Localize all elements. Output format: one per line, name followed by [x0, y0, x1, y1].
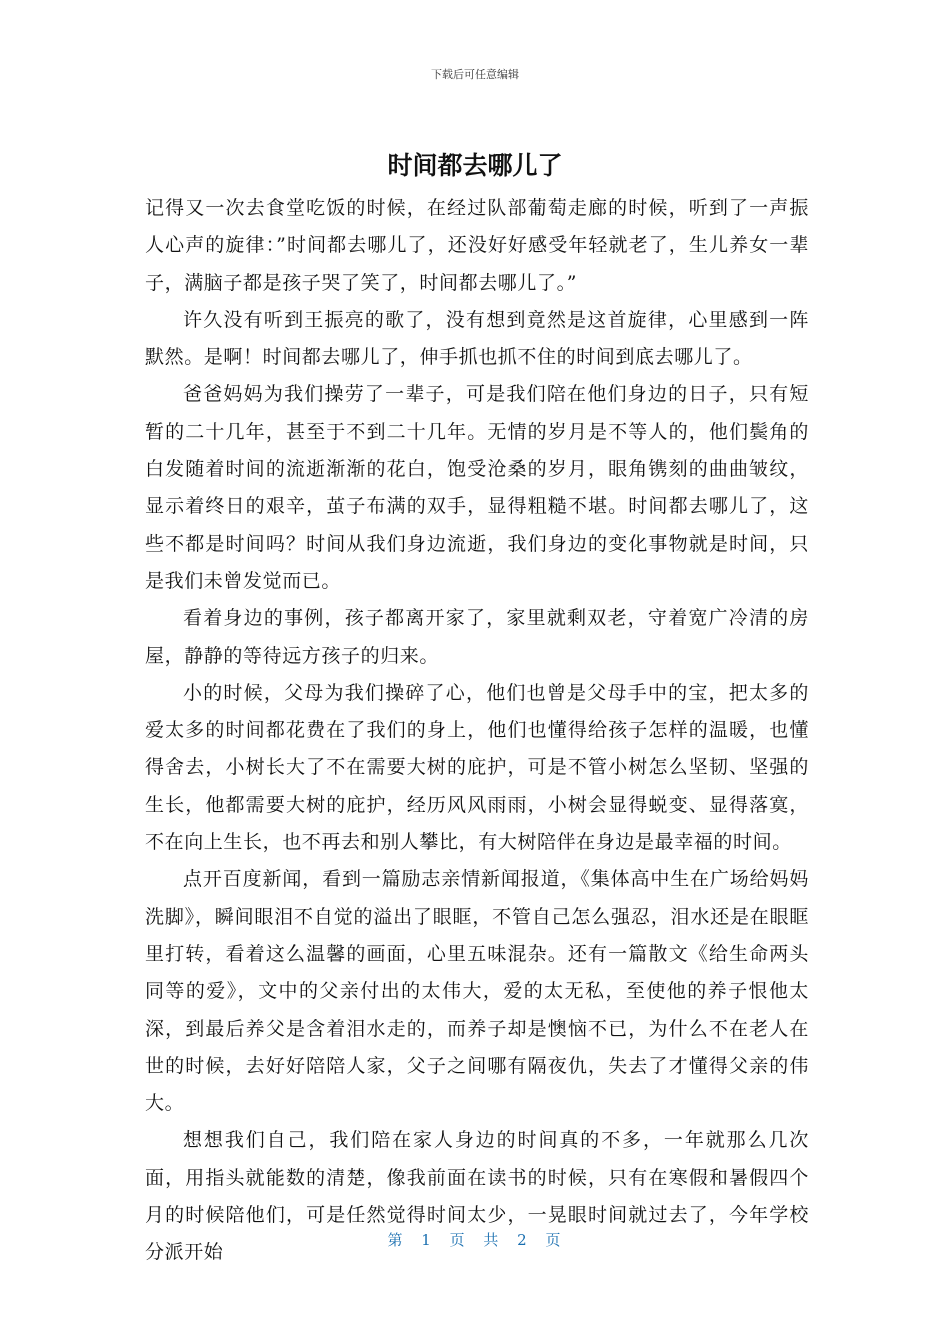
paragraph-6: 点开百度新闻，看到一篇励志亲情新闻报道，《集体高中生在广场给妈妈洗脚》，瞬间眼泪不自觉的溢出了眼眶，不管自己怎么强忍，泪水还是在眼眶里打转，看着这么温馨的画面，心里五味混杂。还有一篇散文《给生命两头同等的爱》，文中的父亲付出的太伟大，爱的太无私，至使他的养子恨他太深，到最后养父是含着泪水走的，而养子却是懊恼不已，为什么不在老人在世的时候，去好好陪陪人家，父子之间哪有隔夜仇，失去了才懂得父亲的伟大。	[145, 868, 809, 1115]
download-note: 下载后可任意编辑	[431, 68, 519, 81]
paragraph-7: 想想我们自己，我们陪在家人身边的时间真的不多，一年就那么几次面，用指头就能数的清楚，像我前面在读书的时候，只有在寒假和暑假四个月的时候陪他们，可是任然觉得时间太少，一晃眼时间就过去了，今年学校分派开始	[145, 1129, 809, 1264]
paragraph-4: 看着身边的事例，孩子都离开家了，家里就剩双老，守着宽广冷清的房屋，静静的等待远方孩子的归来。	[145, 607, 809, 667]
page-number: 第 1 页 共 2 页	[387, 1231, 563, 1249]
paragraph-2: 许久没有听到王振亮的歌了，没有想到竟然是这首旋律，心里感到一阵默然。是啊！时间都去哪儿了，伸手抓也抓不住的时间到底去哪儿了。	[145, 308, 809, 369]
paragraph-5: 小的时候，父母为我们操碎了心，他们也曾是父母手中的宝，把太多的爱太多的时间都花费在了我们的身上，他们也懂得给孩子怎样的温暖，也懂得舍去，小树长大了不在需要大树的庇护，可是不管小树怎么坚韧、坚强的生长，他都需要大树的庇护，经历风风雨雨，小树会显得蜕变、显得落寞，不在向上生长，也不再去和别人攀比，有大树陪伴在身边是最幸福的时间。	[145, 681, 809, 854]
paragraph-1: 记得又一次去食堂吃饭的时候，在经过队部葡萄走廊的时候，听到了一声振人心声的旋律：”时间都去哪儿了，还没好好感受年轻就老了，生儿养女一辈子，满脑子都是孩子哭了笑了，时间都去哪儿了。”	[145, 197, 809, 294]
document-title: 时间都去哪儿了	[387, 151, 563, 180]
document-body	[145, 190, 809, 1272]
paragraph-3: 爸爸妈妈为我们操劳了一辈子，可是我们陪在他们身边的日子，只有短暂的二十几年，甚至于不到二十几年。无情的岁月是不等人的，他们鬓角的白发随着时间的流逝渐渐的花白，饱受沧桑的岁月，眼角镌刻的曲曲皱纹，显示着终日的艰辛，茧子布满的双手，显得粗糙不堪。时间都去哪儿了，这些不都是时间吗？时间从我们身边流逝，我们身边的变化事物就是时间，只是我们未曾发觉而已。	[145, 383, 809, 592]
